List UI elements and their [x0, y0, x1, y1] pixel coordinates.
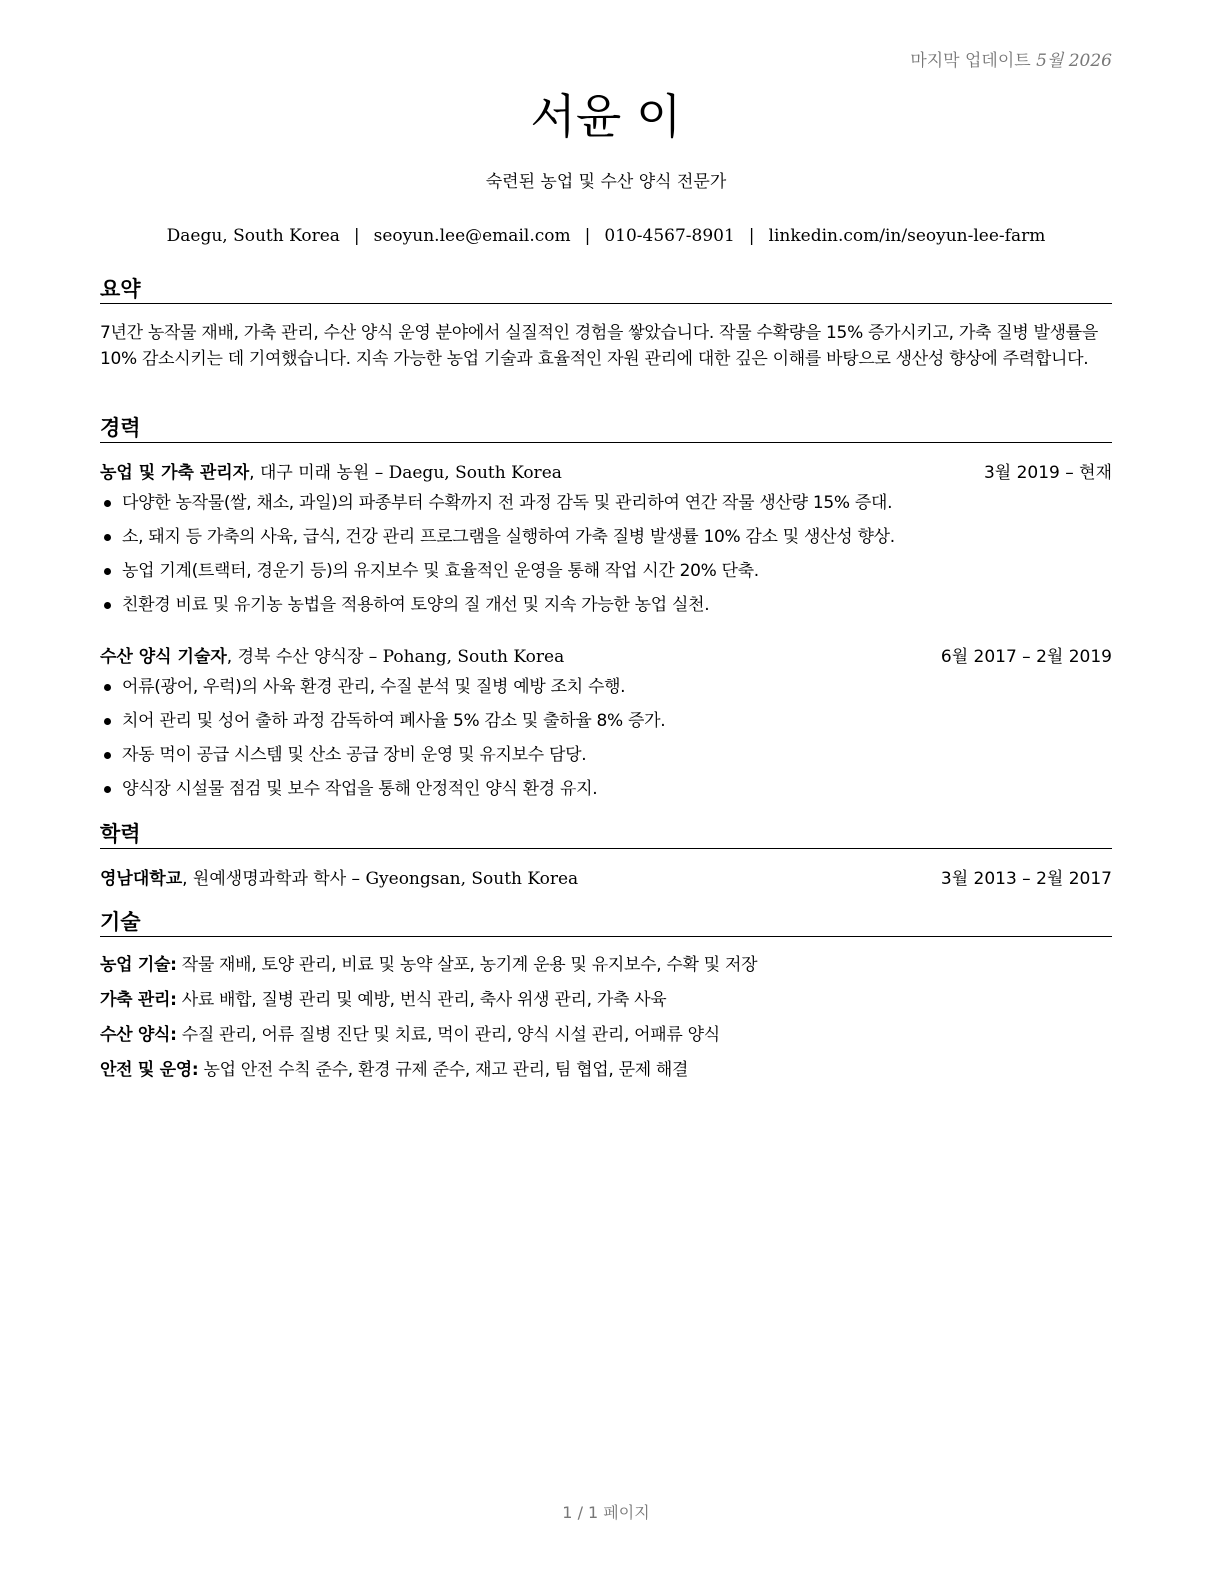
job-location: – Pohang, South Korea — [363, 647, 565, 667]
skill-row — [100, 1057, 1112, 1092]
contact-separator: | — [748, 226, 755, 246]
bullet-dot — [104, 602, 111, 609]
summary-text: 7년간 농작물 재배, 가축 관리, 수산 양식 운영 분야에서 실질적인 경험을 쌓았습니다. 작물 수확량을 15% 증가시키고, 가축 질병 발생률을 10% 감소시키는 데 기여했습니다. 지속 가능한 농업 기술과 효율적인 자원 관리에 대한 깊은 이해를 바탕으로 생산성 향상에 주력합니다. — [100, 323, 1099, 369]
contact-linkedin[interactable]: linkedin.com/in/seoyun-lee-farm — [768, 226, 1046, 246]
skill-text: 농업 안전 수칙 준수, 환경 규제 준수, 재고 관리, 팀 협업, 문제 해결 — [198, 1060, 689, 1080]
bullet-text: 친환경 비료 및 유기농 농법을 적용하여 토양의 질 개선 및 지속 가능한 농업 실천. — [122, 595, 710, 615]
tagline: 숙련된 농업 및 수산 양식 전문가 — [485, 172, 727, 192]
education-dates: 3월 2013 – 2월 2017 — [940, 869, 1112, 889]
contact-separator: | — [584, 226, 591, 246]
contact-location: Daegu, South Korea — [166, 226, 340, 246]
bullet-dot — [104, 534, 111, 541]
skill-text: 사료 배합, 질병 관리 및 예방, 번식 관리, 축사 위생 관리, 가축 사육 — [176, 990, 667, 1010]
list-item — [100, 738, 1112, 772]
job-title: 농업 및 가축 관리자 — [100, 463, 250, 483]
skill-row — [100, 1022, 1112, 1057]
list-item — [100, 486, 1112, 520]
contact-email[interactable]: seoyun.lee@email.com — [373, 226, 571, 246]
page-number: 1 / 1 페이지 — [562, 1503, 650, 1522]
education-location: – Gyeongsan, South Korea — [346, 869, 579, 889]
job-org: , 경북 수산 양식장 — [226, 647, 364, 667]
list-item — [100, 704, 1112, 738]
job-title: 수산 양식 기술자 — [100, 647, 227, 667]
bullet-dot — [104, 786, 111, 793]
contact-line — [100, 224, 1112, 248]
experience-bullets — [100, 670, 1112, 806]
school-name: 영남대학교 — [100, 869, 183, 889]
bullet-text: 농업 기계(트랙터, 경운기 등)의 유지보수 및 효율적인 운영을 통해 작업 시간 20% 단축. — [122, 561, 759, 581]
skill-label: 안전 및 운영: — [100, 1060, 199, 1080]
skill-label: 가축 관리: — [100, 990, 177, 1010]
bullet-dot — [104, 718, 111, 725]
last-updated-date: 5월 2026 — [1036, 51, 1112, 71]
resume-page — [100, 0, 1112, 1584]
last-updated-label: 마지막 업데이트 — [910, 51, 1031, 71]
job-dates: 6월 2017 – 2월 2019 — [940, 647, 1112, 667]
skills-list — [100, 952, 1112, 1092]
job-org: , 대구 미래 농원 — [249, 463, 370, 483]
section-title-skills: 기술 — [100, 908, 1112, 937]
experience-bullets — [100, 486, 1112, 622]
skill-label: 농업 기술: — [100, 955, 177, 975]
list-item — [100, 588, 1112, 622]
last-updated — [910, 46, 1112, 71]
degree: , 원예생명과학과 학사 — [182, 869, 347, 889]
person-name: 서윤 이 — [530, 90, 682, 145]
job-dates: 3월 2019 – 현재 — [983, 463, 1112, 483]
contact-separator: | — [353, 226, 360, 246]
skill-row — [100, 952, 1112, 987]
bullet-text: 치어 관리 및 성어 출하 과정 감독하여 폐사율 5% 감소 및 출하율 8% 증가. — [122, 711, 666, 731]
section-title-summary: 요약 — [100, 275, 1112, 304]
section-title-education: 학력 — [100, 820, 1112, 849]
bullet-dot — [104, 568, 111, 575]
experience-entry-header — [100, 460, 1112, 486]
bullet-text: 어류(광어, 우럭)의 사육 환경 관리, 수질 분석 및 질병 예방 조치 수행. — [122, 677, 626, 697]
list-item — [100, 520, 1112, 554]
skill-row — [100, 987, 1112, 1022]
bullet-text: 다양한 농작물(쌀, 채소, 과일)의 파종부터 수확까지 전 과정 감독 및 관리하여 연간 작물 생산량 15% 증대. — [122, 493, 893, 513]
job-location: – Daegu, South Korea — [369, 463, 562, 483]
bullet-text: 양식장 시설물 점검 및 보수 작업을 통해 안정적인 양식 환경 유지. — [122, 779, 598, 799]
bullet-dot — [104, 752, 111, 759]
skill-text: 수질 관리, 어류 질병 진단 및 치료, 먹이 관리, 양식 시설 관리, 어패류 양식 — [176, 1025, 720, 1045]
education-entry — [100, 866, 1112, 892]
bullet-dot — [104, 500, 111, 507]
bullet-text: 소, 돼지 등 가축의 사육, 급식, 건강 관리 프로그램을 실행하여 가축 질병 발생률 10% 감소 및 생산성 향상. — [122, 527, 895, 547]
contact-phone: 010-4567-8901 — [604, 226, 735, 246]
bullet-text: 자동 먹이 공급 시스템 및 산소 공급 장비 운영 및 유지보수 담당. — [122, 745, 587, 765]
list-item — [100, 554, 1112, 588]
skill-label: 수산 양식: — [100, 1025, 177, 1045]
bullet-dot — [104, 684, 111, 691]
experience-entry-header — [100, 644, 1112, 670]
section-title-experience: 경력 — [100, 414, 1112, 443]
list-item — [100, 772, 1112, 806]
list-item — [100, 670, 1112, 704]
skill-text: 작물 재배, 토양 관리, 비료 및 농약 살포, 농기계 운용 및 유지보수, 수확 및 저장 — [176, 955, 758, 975]
